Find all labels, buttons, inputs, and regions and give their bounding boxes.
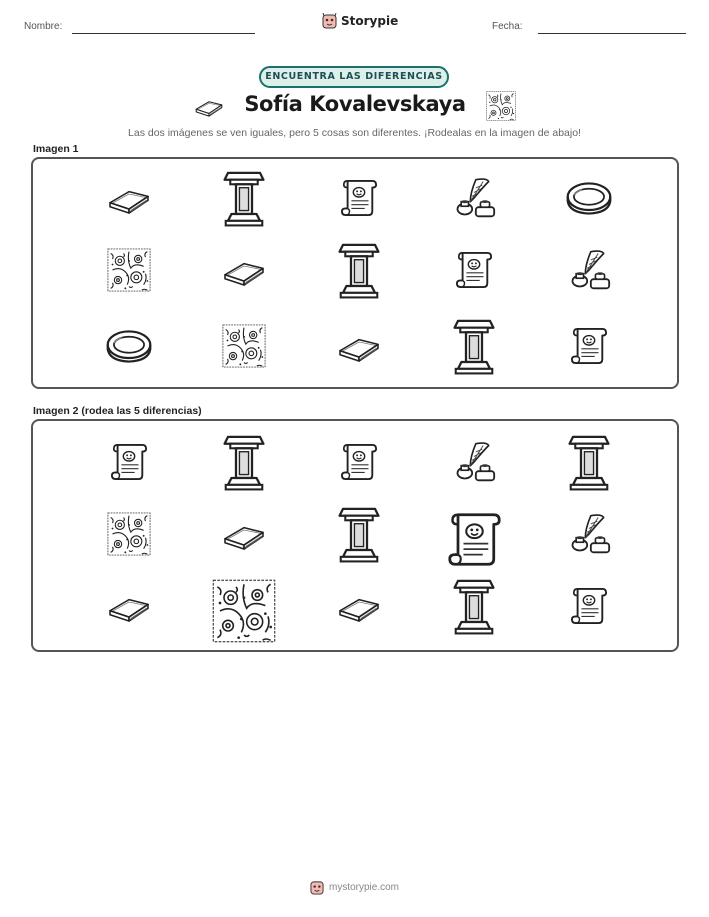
theater-scroll-icon[interactable] xyxy=(331,433,387,491)
image1-panel xyxy=(31,157,679,389)
name-label: Nombre: xyxy=(24,21,63,32)
date-label: Fecha: xyxy=(492,21,523,32)
lectern-icon xyxy=(446,317,502,375)
quill-inkwell-icon[interactable] xyxy=(446,433,502,491)
lectern-icon xyxy=(331,241,387,299)
lectern-icon[interactable] xyxy=(331,505,387,563)
book-icon xyxy=(331,317,387,375)
theater-scroll-icon xyxy=(446,241,502,299)
quill-inkwell-icon xyxy=(561,241,617,299)
title-floral-tile-icon xyxy=(486,91,516,126)
panel2-label: Imagen 2 (rodea las 5 diferencias) xyxy=(33,405,202,417)
floral-tile-icon[interactable] xyxy=(208,573,280,649)
name-field[interactable] xyxy=(72,33,255,34)
floral-tile-icon xyxy=(216,317,272,375)
lectern-icon[interactable] xyxy=(216,433,272,491)
storypie-logo xyxy=(322,13,398,29)
theater-scroll-icon[interactable] xyxy=(438,501,510,577)
book-icon[interactable] xyxy=(101,577,157,635)
quill-inkwell-icon xyxy=(446,169,502,227)
book-icon xyxy=(216,241,272,299)
lectern-icon[interactable] xyxy=(446,577,502,635)
page-title: Sofía Kovalevskaya xyxy=(244,92,466,116)
storypie-mascot-icon xyxy=(310,880,324,895)
theater-scroll-icon xyxy=(561,317,617,375)
book-icon xyxy=(101,169,157,227)
worksheet-badge: ENCUENTRA LAS DIFERENCIAS xyxy=(259,66,449,88)
theater-scroll-icon xyxy=(331,169,387,227)
theater-scroll-icon[interactable] xyxy=(561,577,617,635)
storypie-mascot-icon xyxy=(322,13,337,29)
panel1-label: Imagen 1 xyxy=(33,143,79,155)
title-book-icon xyxy=(193,92,225,125)
date-field[interactable] xyxy=(538,33,686,34)
lectern-icon xyxy=(216,169,272,227)
theater-scroll-icon[interactable] xyxy=(101,433,157,491)
quill-inkwell-icon[interactable] xyxy=(561,505,617,563)
instructions: Las dos imágenes se ven iguales, pero 5 cosas son diferentes. ¡Rodealas en la imagen de abajo! xyxy=(128,127,581,139)
book-icon[interactable] xyxy=(216,505,272,563)
ring-icon xyxy=(101,317,157,375)
lectern-icon[interactable] xyxy=(561,433,617,491)
footer-link[interactable]: mystorypie.com xyxy=(328,882,399,893)
ring-icon xyxy=(561,169,617,227)
floral-tile-icon xyxy=(101,241,157,299)
footer xyxy=(0,880,709,895)
book-icon[interactable] xyxy=(331,577,387,635)
image2-panel[interactable] xyxy=(31,419,679,652)
logo-text: Storypie xyxy=(341,14,399,28)
floral-tile-icon[interactable] xyxy=(101,505,157,563)
